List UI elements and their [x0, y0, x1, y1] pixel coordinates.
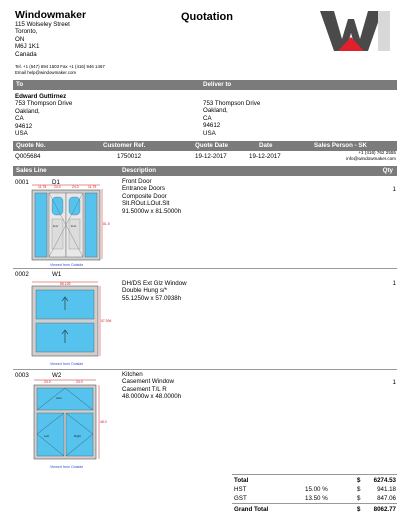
- address-line: 115 Wolseley Street: [15, 21, 70, 28]
- description-line: Casement T/L R: [122, 385, 167, 393]
- deliver-to-address: [203, 100, 260, 137]
- item-qty: 1: [392, 379, 396, 386]
- dimension-label: 11.75: [88, 185, 97, 189]
- grand-total-label: Grand Total: [234, 506, 269, 513]
- height-dimension: 57.094: [101, 319, 112, 323]
- deliver-to-header: Deliver to: [203, 81, 232, 88]
- company-name: Windowmaker: [15, 9, 87, 21]
- dimension-label: 24.0: [54, 185, 61, 189]
- item-qty: 1: [392, 186, 396, 193]
- double-hung-window-drawing: [26, 280, 112, 362]
- row-divider: [13, 268, 397, 269]
- item-line-number: 0001: [15, 179, 29, 186]
- description-line: Front Door: [122, 178, 152, 185]
- gst-currency: $: [357, 495, 361, 502]
- panel-label: Entr: [53, 224, 59, 228]
- viewed-from-outside-caption: Viewed from Outside: [50, 465, 84, 469]
- dimension-label: 24.0: [76, 380, 83, 384]
- description-line: Kitchen: [122, 371, 143, 378]
- address-line: Oakland,: [203, 107, 228, 115]
- total-label: Total: [234, 477, 249, 484]
- panel-label: Left: [44, 434, 50, 438]
- address-line: Canada: [15, 50, 37, 58]
- description-header: Description: [122, 167, 157, 174]
- address-line: CA: [15, 115, 24, 123]
- quote-date-header: Quote Date: [195, 142, 229, 149]
- company-address: [15, 21, 70, 58]
- sales-phone: +1 (416) 762 2555: [358, 150, 396, 155]
- address-line: 753 Thompson Drive: [15, 100, 73, 108]
- address-line: 753 Thompson Drive: [203, 100, 261, 107]
- quote-number: Q005684: [15, 153, 41, 160]
- item-description: [122, 280, 187, 302]
- quote-header-bar: [13, 141, 397, 151]
- dimension-label: 24.0: [72, 185, 79, 189]
- grand-total-amount: 8062.77: [373, 506, 396, 513]
- dimension-label: 55.125: [60, 282, 71, 286]
- description-line: 55.1250w x 57.0938h: [122, 294, 182, 302]
- viewed-from-outside-caption: Viewed from Outside: [50, 362, 84, 366]
- lines-header-bar: [13, 166, 397, 176]
- address-line: M6J 1K1: [15, 43, 40, 51]
- viewed-from-outside-caption: Viewed from Outside: [50, 263, 84, 267]
- hst-amount: 941.18: [377, 486, 396, 493]
- description-line: Slt.ROut.LOut.Slt: [122, 200, 170, 208]
- description-line: DH/DS Ext Glz Window: [122, 280, 187, 287]
- grand-total-currency: $: [357, 506, 361, 513]
- item-line-number: 0002: [15, 271, 29, 278]
- address-header-bar: [13, 80, 397, 90]
- company-contact: [15, 64, 105, 76]
- qty-header: Qty: [382, 167, 393, 174]
- sales-line-header: Sales Line: [16, 167, 47, 174]
- date-header: Date: [259, 142, 273, 149]
- customer-ref-header: Customer Ref.: [103, 142, 146, 149]
- description-line: 48.0000w x 48.0000h: [122, 393, 182, 401]
- hst-rate: 15.00 %: [305, 486, 328, 493]
- item-qty: 1: [392, 280, 396, 287]
- document-title: Quotation: [181, 11, 233, 23]
- to-header: To: [16, 81, 24, 88]
- item-code: W1: [52, 271, 62, 278]
- address-line: USA: [15, 130, 28, 138]
- gst-rate: 13.50 %: [305, 495, 328, 502]
- casement-window-drawing: [26, 377, 106, 463]
- row-divider: [13, 369, 397, 370]
- quote-no-header: Quote No.: [16, 142, 46, 149]
- item-code: W2: [52, 372, 62, 379]
- item-description: [122, 178, 181, 215]
- dimension-label: 11.75: [38, 185, 47, 189]
- item-code: D1: [52, 179, 60, 186]
- dimension-label: 24.0: [44, 380, 51, 384]
- description-line: Double Hung s/*: [122, 287, 168, 295]
- hst-label: HST: [234, 486, 247, 493]
- sales-person-header: Sales Person - SK: [314, 142, 367, 149]
- panel-label: Awn: [56, 396, 62, 400]
- sales-contact: [346, 150, 396, 161]
- panel-label: Entr: [71, 224, 77, 228]
- to-address: [15, 93, 72, 137]
- company-email: Email help@windowmaker.com: [15, 70, 77, 76]
- gst-amount: 847.06: [377, 495, 396, 502]
- sales-email: info@windowmaker.com: [346, 155, 396, 161]
- panel-label: Right: [74, 434, 82, 438]
- description-line: 91.5000w x 81.5000h: [122, 207, 182, 215]
- front-door-drawing: [26, 183, 110, 263]
- address-line: 94612: [203, 122, 221, 130]
- height-dimension: 48.0: [100, 420, 107, 424]
- date-value: 19-12-2017: [249, 153, 281, 160]
- gst-label: GST: [234, 495, 247, 502]
- address-line: ON: [15, 35, 25, 43]
- address-line: Oakland,: [15, 107, 40, 115]
- height-dimension: 81.5: [103, 222, 110, 226]
- company-phone: Tel. +1 (647) 694 1503 Fax +1 (416) 946 1467: [15, 64, 105, 69]
- quote-date: 19-12-2017: [195, 153, 227, 160]
- customer-name: Edward Guttirnez: [15, 93, 67, 100]
- item-line-number: 0003: [15, 372, 29, 379]
- grand-total-divider: [232, 503, 397, 504]
- total-amount: 6274.53: [373, 477, 396, 484]
- hst-currency: $: [357, 486, 361, 493]
- address-line: Toronto,: [15, 28, 38, 36]
- totals-divider: [232, 474, 397, 475]
- windowmaker-logo: [318, 9, 392, 53]
- item-description: [122, 371, 181, 401]
- description-line: Entrance Doors: [122, 185, 165, 193]
- customer-ref: 1750012: [117, 153, 142, 160]
- address-line: USA: [203, 129, 216, 137]
- address-line: 94612: [15, 122, 33, 130]
- address-line: CA: [203, 114, 212, 122]
- description-line: Composite Door: [122, 192, 167, 200]
- total-currency: $: [357, 477, 361, 484]
- description-line: Casement Window: [122, 378, 174, 386]
